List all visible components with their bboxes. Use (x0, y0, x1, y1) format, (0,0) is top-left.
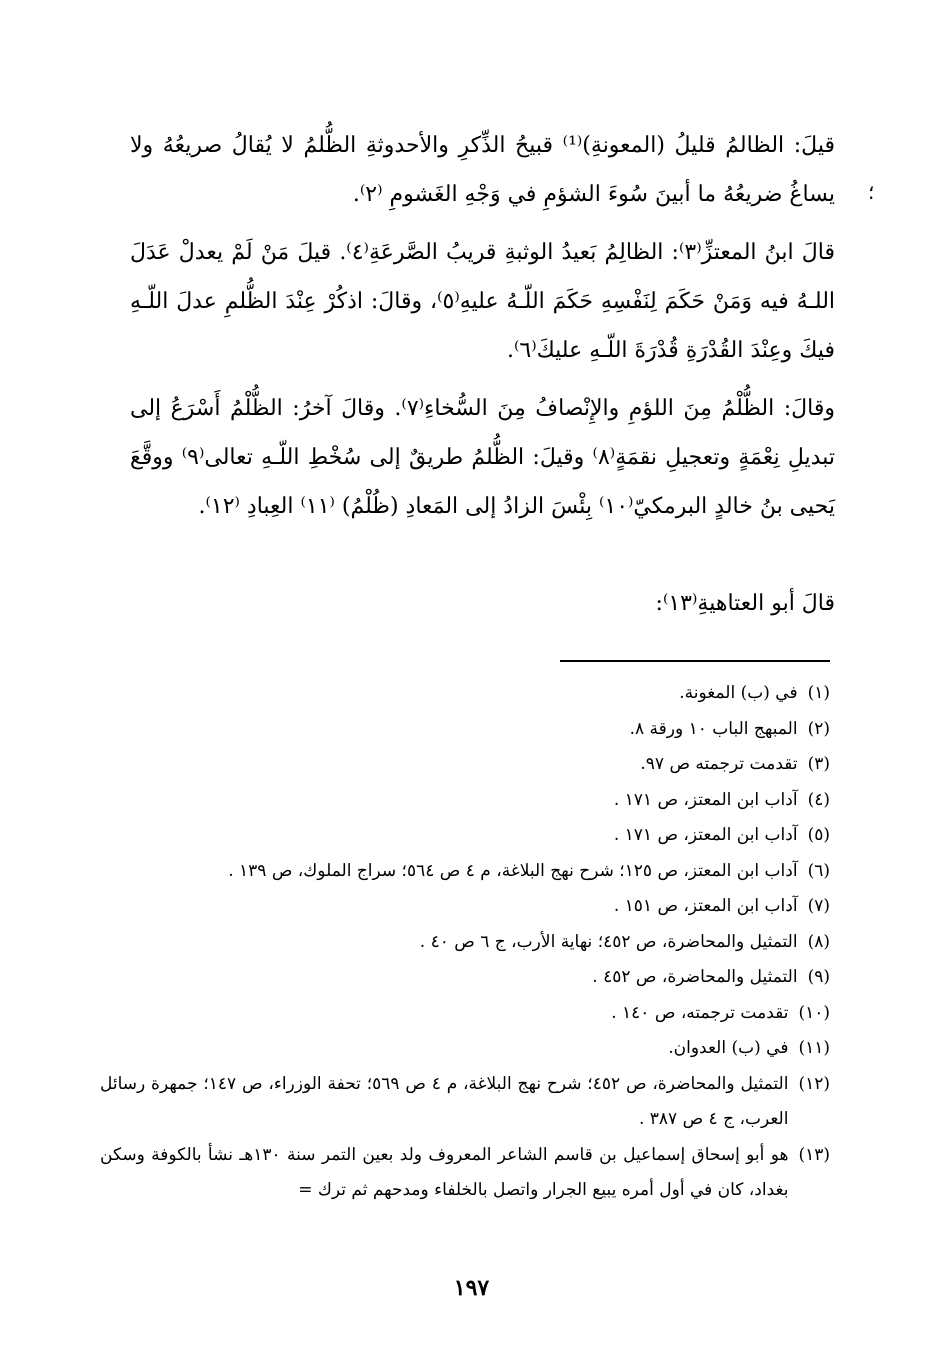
footnote-text: المبهج الباب ١٠ ورقة ٨. (629, 718, 798, 739)
footnote-text: آداب ابن المعتز، ص ١٧١ . (613, 825, 798, 845)
page-number: ١٩٧ (453, 1275, 490, 1301)
footnote-number: (٧) (807, 896, 830, 916)
footnote-item (100, 1138, 830, 1209)
paragraph-3: وقالَ: الظُّلْمُ مِنَ اللؤمِ والإِنْصافُ مِنَ السُّخاءِ⁽٧⁾. وقالَ آخرُ: الظُّلْمُ أَسْرَعُ إلى تبديلِ نِعْمَةٍ وتعجيلِ نقمَةٍ⁽٨⁾ وقيلَ: الظُّلمُ طريقٌ إلى سُخْطِ اللّـهِ تعالى⁽٩⁾ ووقَّعَ يَحيى بنُ خالدٍ البرمكيّ⁽١٠⁾ بِئْسَ الزادُ إلى المَعادِ (ظُلْمُ) ⁽١١⁾ العِبادِ ⁽١٢⁾. (130, 396, 835, 519)
footnote-number: (٥) (807, 825, 830, 845)
footnote-item (100, 1031, 830, 1067)
footnote-text: آداب ابن المعتز، ص ١٧١ . (613, 789, 798, 810)
footnotes (100, 676, 830, 1209)
footnote-number: (٨) (807, 931, 830, 952)
footnote-item (100, 889, 830, 925)
footnote-item (100, 676, 830, 712)
footnote-text: في (ب) المغونة. (679, 683, 798, 703)
footnote-number: (٣) (807, 754, 830, 774)
footnote-item (100, 925, 830, 961)
footnote-item (100, 854, 830, 890)
footnote-item (100, 747, 830, 783)
footnote-number: (١١) (798, 1038, 830, 1058)
paragraph-2: قالَ ابنُ المعتزِّ⁽٣⁾: الظالِمُ بَعيدُ الوثبةِ قريبُ الصَّرعَةِ⁽٤⁾. قيلَ مَنْ لَمْ يعدلْ عَدَلَ اللـهُ فيه وَمَنْ حَكَمَ لِنَفْسِهِ حَكَمَ اللّـهُ عليهِ⁽٥⁾، وقالَ: اذكُرْ عِنْدَ الظُّلمِ عدلَ اللّـهِ فيكَ وعِنْدَ القُدْرَةِ قُدْرَةَ اللّـهِ عليكَ⁽٦⁾. (130, 240, 836, 363)
footnote-item (100, 960, 830, 996)
paragraph-1: قيلَ: الظالمُ قليلُ (المعونةِ)⁽¹⁾ قبيحُ الذِّكرِ والأحدوثةِ الظُّلمُ لا يُقالُ صريعُهُ ولا يساغُ ضريعُهُ ما أبينَ سُوءَ الشؤمِ في وَجْهِ الغَشومِ ⁽٢⁾. (130, 133, 835, 207)
footnote-text: هو أبو إسحاق إسماعيل بن قاسم الشاعر المعروف ولد بعين التمر سنة ١٣٠هـ نشأ بالكوفة وسكن بغداد، كان في أول أمره يبيع الجرار واتصل بالخلفاء ومدحهم ثم ترك = (100, 1144, 789, 1200)
footnote-item (100, 783, 830, 819)
footnote-text: التمثيل والمحاضرة، ص ٤٥٢ . (592, 967, 798, 987)
footnote-text: آداب ابن المعتز، ص ١٥١ . (613, 896, 798, 916)
poet-intro (130, 584, 835, 624)
footnote-number: (١٠) (798, 1002, 830, 1023)
footnote-item (100, 712, 830, 748)
footnote-item (100, 996, 830, 1032)
footnote-number: (١٣) (798, 1144, 830, 1165)
footnote-number: (٦) (807, 860, 830, 881)
footnote-item (100, 1067, 830, 1138)
footnote-divider (560, 660, 830, 662)
footnote-text: آداب ابن المعتز، ص ١٢٥؛ شرح نهج البلاغة، م ٤ ص ٥٦٤؛ سراج الملوك، ص ١٣٩ . (228, 860, 798, 881)
footnote-number: (٩) (807, 967, 830, 987)
footnote-text: تقدمت ترجمته ص ٩٧. (640, 754, 798, 774)
footnote-number: (٢) (807, 718, 830, 739)
poet-heading: قالَ أبو العتاهيةِ⁽١٣⁾: (655, 591, 835, 616)
footnote-number: (٤) (807, 789, 830, 810)
footnote-number: (١) (807, 683, 830, 703)
margin-mark: ؛ (868, 180, 875, 204)
footnote-text: التمثيل والمحاضرة، ص ٤٥٢؛ نهاية الأرب، ج ٦ ص ٤٠ . (419, 931, 798, 952)
footnote-number: (١٢) (798, 1073, 830, 1094)
footnote-text: التمثيل والمحاضرة، ص ٤٥٢؛ شرح نهج البلاغة، م ٤ ص ٥٦٩؛ تحفة الوزراء، ص ١٤٧؛ جمهرة رسائل العرب، ج ٤ ص ٣٨٧ . (100, 1073, 789, 1129)
footnote-text: تقدمت ترجمته، ص ١٤٠ . (611, 1002, 789, 1023)
footnote-text: في (ب) العدوان. (668, 1038, 789, 1058)
main-text (130, 121, 835, 531)
footnote-item (100, 818, 830, 854)
